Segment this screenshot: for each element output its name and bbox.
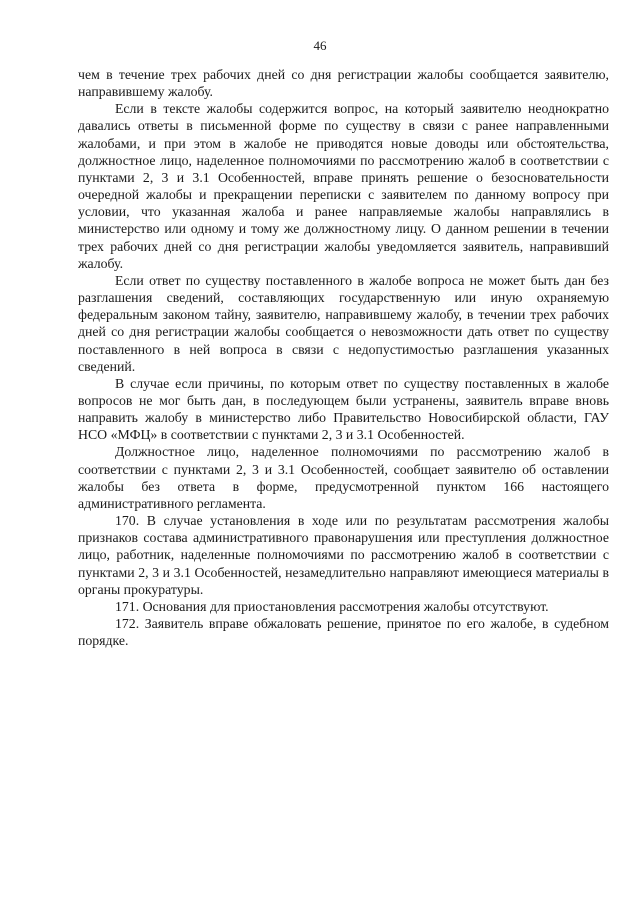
- paragraph-state-secret: Если ответ по существу поставленного в жалобе вопроса не может быть дан без разглашения сведений, составляющих государственную или иную охраняемую федеральным законом тайну, заявителю, направившему жалобу, в течении трех рабочих дней со дня регистрации жалобы сообщается о невозможности дать ответ по существу поставленного в ней вопроса в связи с недопустимостью разглашения указанных сведений.: [78, 272, 609, 374]
- page-number: 46: [313, 38, 327, 53]
- paragraph-item-172: 172. Заявитель вправе обжаловать решение, принятое по его жалобе, в судебном порядке.: [78, 616, 609, 649]
- paragraph-repeated-question: Если в тексте жалобы содержится вопрос, на который заявителю неоднократно давались ответы в письменной форме по существу в связи с ранее направленными жалобами, и при этом в жалобе не приводятся новые доводы или обстоятельства, должностное лицо, наделенное полномочиями по рассмотрению жалоб в соответствии с пунктами 2, 3 и 3.1 Особенностей, вправе принять решение о безосновательности очередной жалобы и прекращении переписки с заявителем по данному вопросу при условии, что указанная жалоба и ранее направляемые жалобы направлялись в министерство или одному и тому же должностному лицу. О данном решении в течении трех рабочих дней со дня регистрации жалобы уведомляется заявитель, направивший жалобу.: [78, 101, 609, 271]
- document-body: [78, 66, 609, 649]
- paragraph-item-170: 170. В случае установления в ходе или по результатам рассмотрения жалобы признаков состава административного правонарушения или преступления должностное лицо, работник, наделенные полномочиями по рассмотрению жалоб в соответствии с пунктами 2, 3 и 3.1 Особенностей, незамедлительно направляют имеющиеся материалы в органы прокуратуры.: [78, 513, 609, 597]
- paragraph-continuation: чем в течение трех рабочих дней со дня регистрации жалобы сообщается заявителю, направившему жалобу.: [78, 67, 609, 100]
- paragraph-no-answer-notice: Должностное лицо, наделенное полномочиями по рассмотрению жалоб в соответствии с пунктами 2, 3 и 3.1 Особенностей, сообщает заявителю об оставлении жалобы без ответа в форме, предусмотренной пунктом 166 настоящего административного регламента.: [78, 444, 609, 511]
- paragraph-resubmission: В случае если причины, по которым ответ по существу поставленных в жалобе вопросов не мог быть дан, в последующем были устранены, заявитель вправе вновь направить жалобу в министерство либо Правительство Новосибирской области, ГАУ НСО «МФЦ» в соответствии с пунктами 2, 3 и 3.1 Особенностей.: [78, 375, 609, 443]
- paragraph-item-171: 171. Основания для приостановления рассмотрения жалобы отсутствуют.: [115, 598, 549, 614]
